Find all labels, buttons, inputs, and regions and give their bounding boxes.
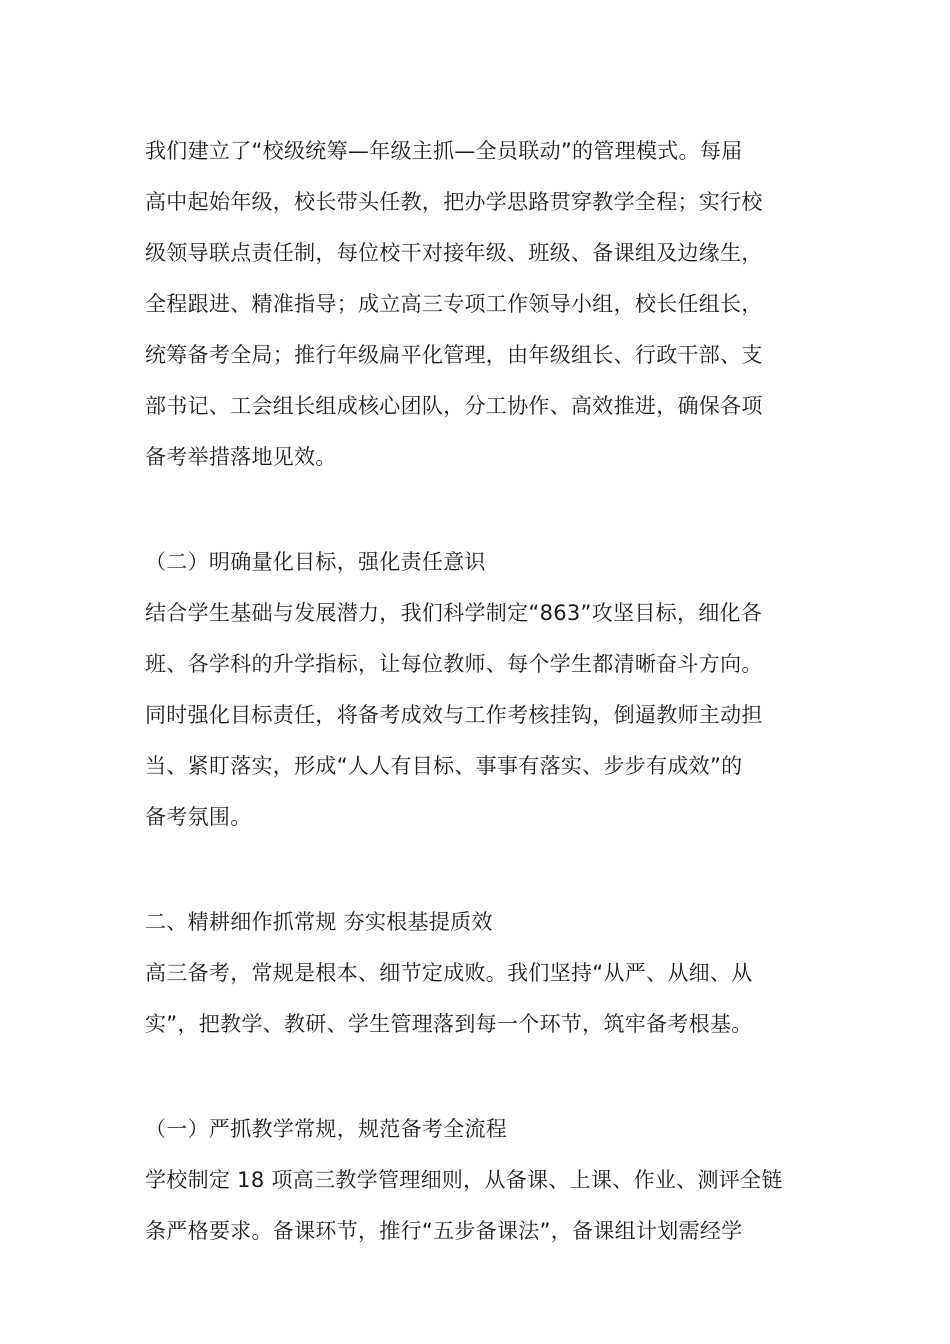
subheading-teaching-routine: （一）严抓教学常规，规范备考全流程 xyxy=(145,1117,508,1141)
paragraph-spacer xyxy=(145,483,810,537)
paragraph-routine-intro: 高三备考，常规是根本、细节定成败。我们坚持“从严、从细、从 实”，把教学、教研、学生管理落到每一个环节，筑牢备考根基。 xyxy=(145,961,753,1036)
paragraph-management-model: 我们建立了“校级统筹—年级主抓—全员联动”的管理模式。每届 高中起始年级，校长带头任教，把办学思路贯穿教学全程；实行校 级领导联点责任制，每位校干对接年级、班级、备课组及边缘生， 全程跟进、精准指导；成立高三专项工作领导小组，校长任组长， 统筹备考全局；推行年级扁平化管理，由年级组长、行政干部、支 部书记、工会组长组成核心团队，分工协作、高效推进，确保各项 备考举措落地见效。 xyxy=(145,139,763,469)
paragraph-spacer xyxy=(145,1050,810,1104)
paragraph-teaching-rules: 学校制定 18 项高三教学管理细则，从备课、上课、作业、测评全链 条严格要求。备课环节，推行“五步备课法”，备课组计划需经学 xyxy=(145,1168,783,1243)
paragraph-spacer xyxy=(145,843,810,897)
paragraph-863-goals: 结合学生基础与发展潜力，我们科学制定“863”攻坚目标，细化各 班、各学科的升学指标，让每位教师、每个学生都清晰奋斗方向。 同时强化目标责任，将备考成效与工作考核挂钩，倒逼教师主动担 当、紧盯落实，形成“人人有目标、事事有落实、步步有成效”的 备考氛围。 xyxy=(145,601,763,829)
subheading-quantified-goals: （二）明确量化目标，强化责任意识 xyxy=(145,550,486,574)
document-body xyxy=(145,126,810,1257)
section-heading-routine: 二、精耕细作抓常规 夯实根基提质效 xyxy=(145,910,493,934)
